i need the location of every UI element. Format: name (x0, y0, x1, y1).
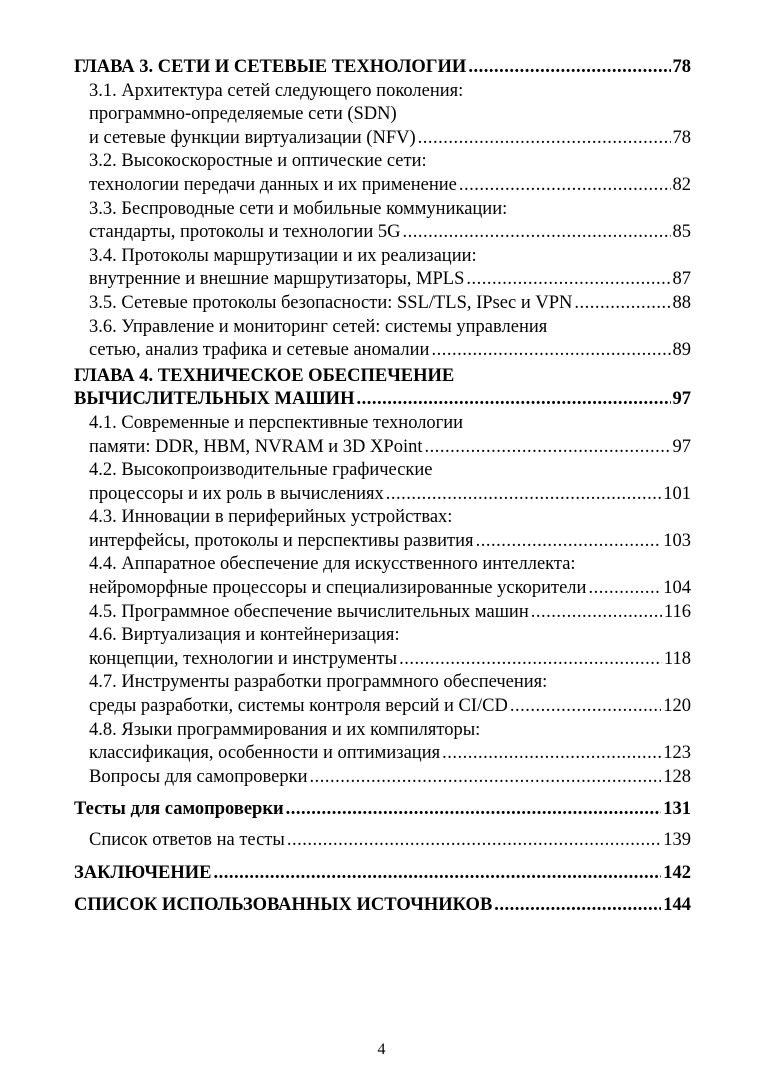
toc-section-4-6[interactable] (74, 624, 691, 671)
toc-line (89, 742, 691, 766)
toc-title: концепции, технологии и инструменты (89, 648, 398, 669)
toc-title-line: 3.2. Высокоскоростные и оптические сети: (89, 151, 427, 172)
toc-section-4-8[interactable] (74, 719, 691, 766)
toc-title: нейроморфные процессоры и специализированные ускорители (89, 578, 587, 599)
toc-line (89, 648, 691, 672)
toc-title-line: 4.7. Инструменты разработки программного обеспечения: (89, 672, 548, 693)
toc-title: среды разработки, системы контроля версий и CI/CD (89, 696, 508, 717)
toc-title-line: 3.1. Архитектура сетей следующего поколения: (89, 80, 464, 101)
toc-chapter-tests[interactable] (74, 798, 691, 822)
toc-chapter-conclusion[interactable] (74, 862, 691, 886)
toc-title: 3.5. Сетевые протоколы безопасности: SSL/TLS, IPsec и VPN (89, 292, 573, 313)
toc-line (89, 292, 691, 316)
toc-title: стандарты, протоколы и технологии 5G (89, 222, 401, 243)
toc-line (89, 483, 691, 507)
page-number: 4 (377, 1041, 386, 1058)
toc-section-4-7[interactable] (74, 671, 691, 718)
dot-leader (588, 577, 661, 601)
toc-page-number: 139 (663, 830, 691, 850)
toc-title: Тесты для самопроверки (74, 799, 284, 820)
toc-title: классификация, особенности и оптимизация (89, 743, 441, 764)
toc-title: СПИСОК ИСПОЛЬЗОВАННЫХ ИСТОЧНИКОВ (74, 895, 493, 916)
toc-line (89, 339, 691, 363)
dot-leader (424, 436, 670, 460)
toc-section-3-4[interactable] (74, 245, 691, 292)
toc-title-line: 4.2. Высокопроизводительные графические (89, 460, 433, 481)
dot-leader (510, 695, 661, 719)
dot-leader (402, 221, 670, 245)
toc-chapter-3[interactable] (74, 56, 691, 80)
toc-section-4-1[interactable] (74, 412, 691, 459)
toc-title: ЗАКЛЮЧЕНИЕ (74, 862, 212, 883)
toc-section-4-2[interactable] (74, 459, 691, 506)
toc-title: ГЛАВА 3. СЕТИ И СЕТЕВЫЕ ТЕХНОЛОГИИ (74, 57, 467, 77)
toc-line (89, 174, 691, 198)
toc-title-line: ГЛАВА 4. ТЕХНИЧЕСКОЕ ОБЕСПЕЧЕНИЕ (74, 365, 455, 386)
toc-chapter-references[interactable] (74, 894, 691, 918)
toc-page-number: 78 (672, 127, 691, 148)
toc-line (89, 601, 691, 625)
dot-leader (356, 388, 670, 412)
toc-page-number: 101 (663, 483, 691, 504)
toc-line (89, 436, 691, 460)
toc-title: сетью, анализ трафика и сетевые аномалии (89, 340, 430, 361)
dot-leader (286, 798, 662, 822)
toc-page-number: 123 (663, 743, 691, 764)
dot-leader (418, 127, 671, 151)
toc-title: процессоры и их роль в вычислениях (89, 483, 384, 504)
toc-page-number: 118 (663, 648, 691, 669)
toc-page-number: 120 (663, 696, 691, 717)
dot-leader (431, 339, 670, 363)
dot-leader (309, 766, 661, 790)
dot-leader (399, 648, 662, 672)
dot-leader (574, 292, 670, 316)
toc-section-answers[interactable] (74, 829, 691, 853)
dot-leader (459, 174, 671, 198)
toc-title: ВЫЧИСЛИТЕЛЬНЫХ МАШИН (74, 389, 355, 410)
toc-section-4-4[interactable] (74, 553, 691, 600)
dot-leader (531, 601, 662, 625)
toc-page-number: 97 (672, 389, 691, 410)
toc-line (89, 695, 691, 719)
toc-page-number: 89 (672, 340, 691, 361)
toc-section-3-1[interactable] (74, 80, 691, 151)
toc-page-number: 128 (663, 766, 691, 787)
toc-section-3-5[interactable] (74, 292, 691, 316)
toc-page-number: 78 (672, 57, 691, 77)
toc-line (74, 798, 691, 822)
toc-title: памяти: DDR, HBM, NVRAM и 3D XPoint (89, 436, 423, 457)
dot-leader (468, 56, 670, 80)
toc-line (74, 56, 691, 80)
toc-page-number: 87 (672, 269, 691, 290)
dot-leader (466, 268, 670, 292)
toc-page-number: 97 (672, 436, 691, 457)
toc-line (89, 268, 691, 292)
toc-title-line: 4.8. Языки программирования и их компиляторы: (89, 719, 481, 740)
toc-page-number: 82 (672, 174, 691, 195)
toc-page-number: 131 (663, 799, 691, 820)
toc-page-number: 116 (663, 601, 691, 622)
toc-section-4-5[interactable] (74, 601, 691, 625)
toc-chapter-4[interactable] (74, 365, 691, 412)
toc-page-number: 103 (663, 530, 691, 551)
dot-leader (287, 829, 661, 853)
toc-section-3-2[interactable] (74, 150, 691, 197)
toc-section-3-3[interactable] (74, 198, 691, 245)
toc-line (89, 530, 691, 554)
toc-title-line: 4.3. Инновации в периферийных устройствах: (89, 507, 453, 528)
toc-line (74, 862, 691, 886)
toc-title-line: 4.4. Аппаратное обеспечение для искусственного интеллекта: (89, 554, 576, 575)
toc-line (89, 829, 691, 853)
dot-leader (386, 483, 662, 507)
toc-line (89, 766, 691, 790)
toc-line (74, 894, 691, 918)
toc-title: и сетевые функции виртуализации (NFV) (89, 127, 416, 148)
toc-title: технологии передачи данных и их применение (89, 174, 457, 195)
toc-line (89, 127, 691, 151)
toc-page-number: 144 (663, 895, 691, 916)
dot-leader (214, 862, 662, 886)
toc-line (74, 388, 691, 412)
dot-leader (476, 530, 662, 554)
toc-page-number: 85 (672, 222, 691, 243)
toc-title: внутренние и внешние маршрутизаторы, MPLS (89, 269, 465, 290)
toc-line (89, 577, 691, 601)
toc-title: Список ответов на тесты (89, 830, 285, 850)
dot-leader (442, 742, 661, 766)
toc-page-number: 142 (663, 862, 691, 883)
toc-page-number: 104 (663, 578, 691, 599)
toc-title: Вопросы для самопроверки (89, 766, 308, 787)
toc-title-line: 4.1. Современные и перспективные технологии (89, 412, 464, 433)
toc-title: интерфейсы, протоколы и перспективы развития (89, 530, 474, 551)
toc-title-line: программно-определяемые сети (SDN) (89, 104, 397, 125)
toc-title-line: 3.3. Беспроводные сети и мобильные коммуникации: (89, 198, 508, 219)
toc-section-4-3[interactable] (74, 506, 691, 553)
dot-leader (494, 894, 661, 918)
toc-section-questions[interactable] (74, 766, 691, 790)
toc-line (89, 221, 691, 245)
toc-title: 4.5. Программное обеспечение вычислительных машин (89, 601, 529, 622)
table-of-contents (74, 56, 691, 918)
toc-title-line: 3.4. Протоколы маршрутизации и их реализации: (89, 245, 477, 266)
toc-title-line: 3.6. Управление и мониторинг сетей: системы управления (89, 316, 548, 337)
toc-title-line: 4.6. Виртуализация и контейнеризация: (89, 625, 400, 646)
toc-section-3-6[interactable] (74, 316, 691, 363)
toc-page-number: 88 (672, 292, 691, 313)
